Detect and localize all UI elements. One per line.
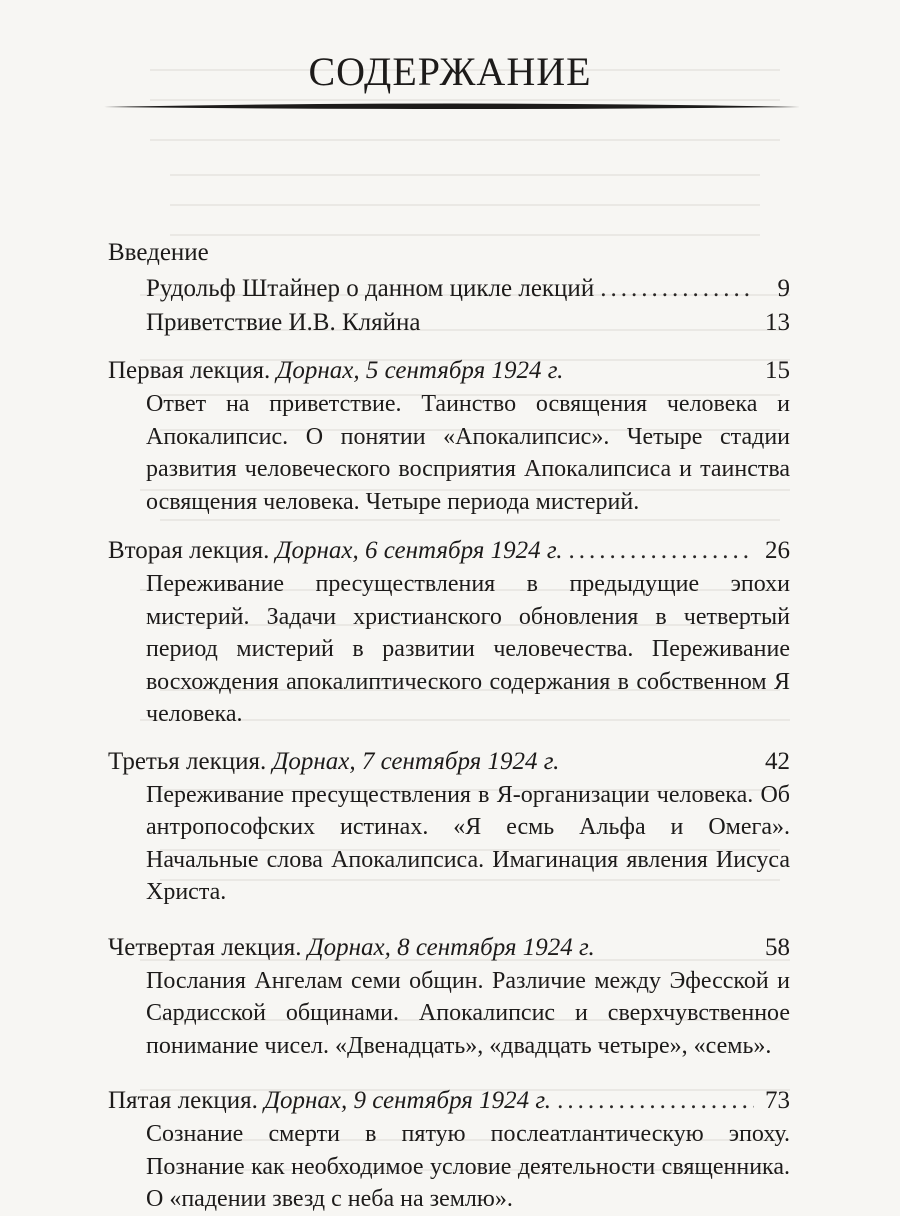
lecture-name: Третья лекция. [108, 747, 267, 775]
lecture-place-date: Дорнах, 7 сентября 1924 г. [272, 747, 560, 775]
toc-lecture-3 [108, 745, 790, 909]
lecture-name: Пятая лекция. [108, 1087, 258, 1114]
lecture-name: Первая лекция. [108, 357, 271, 384]
toc-item[interactable] [108, 745, 790, 779]
lecture-place-date: Дорнах, 5 сентября 1924 г. [276, 357, 564, 384]
lecture-name: Четвертая лекция. [108, 933, 302, 961]
dot-leader [569, 534, 754, 568]
toc-item[interactable] [108, 931, 790, 965]
toc-item-label: Рудольф Штайнер о данном цикле лекций [146, 275, 595, 302]
toc-lecture-5 [108, 1084, 790, 1216]
introduction-heading: Введение [108, 239, 209, 266]
dot-leader [557, 1084, 754, 1118]
page-number: 15 [765, 357, 790, 384]
page-number: 42 [765, 747, 790, 775]
toc-section-introduction [108, 236, 790, 340]
lecture-place-date: Дорнах, 6 сентября 1924 г. [275, 537, 563, 564]
lecture-summary: Ответ на приветствие. Таинство освящения человека и Апокалипсис. О понятии «Апокалипсис». Четыре стадии развития человеческого восприятия Апокалипсиса и таинства освящения человека. Четыре периода мистерий. [146, 391, 790, 515]
toc-item[interactable] [108, 354, 790, 388]
page-number: 58 [765, 933, 790, 961]
dot-leader [600, 272, 754, 306]
table-of-contents [108, 236, 790, 1216]
lecture-place-date: Дорнах, 9 сентября 1924 г. [264, 1087, 552, 1114]
page-title: СОДЕРЖАНИЕ [308, 49, 592, 94]
toc-item[interactable] [108, 306, 790, 340]
toc-lecture-4 [108, 931, 790, 1063]
title-underline [104, 92, 800, 122]
toc-item-label: Приветствие И.В. Кляйна [146, 309, 421, 336]
toc-lecture-1 [108, 354, 790, 518]
page-number: 73 [765, 1087, 790, 1114]
lecture-summary: Переживание пресуществления в Я-организации человека. Об антропософских истинах. «Я есмь Альфа и Омега». Начальные слова Апокалипсиса. Имагинация явления Иисуса Христа. [146, 781, 790, 905]
lecture-summary: Послания Ангелам семи общин. Различие между Эфесской и Сардисской общинами. Апокалипсис и сверхчувственное понимание чисел. «Двенадцать», «двадцать четыре», «семь». [146, 967, 790, 1059]
lecture-name: Вторая лекция. [108, 537, 270, 564]
page-number: 26 [765, 537, 790, 564]
toc-item[interactable] [108, 534, 790, 568]
lecture-place-date: Дорнах, 8 сентября 1924 г. [307, 933, 595, 961]
page-number: 13 [765, 309, 790, 336]
toc-item[interactable] [108, 272, 790, 306]
toc-lecture-2 [108, 534, 790, 731]
toc-item[interactable] [108, 1084, 790, 1118]
page-number: 9 [777, 275, 790, 302]
lecture-summary: Сознание смерти в пятую послеатлантическую эпоху. Познание как необходимое условие деятельности священника. О «падении звезд с неба на землю». [146, 1121, 790, 1212]
lecture-summary: Переживание пресуществления в предыдущие эпохи мистерий. Задачи христианского обновления в четвертый период мистерий в развитии человечества. Переживание восхождения апокалиптического содержания в собственном Я человека. [146, 571, 790, 727]
